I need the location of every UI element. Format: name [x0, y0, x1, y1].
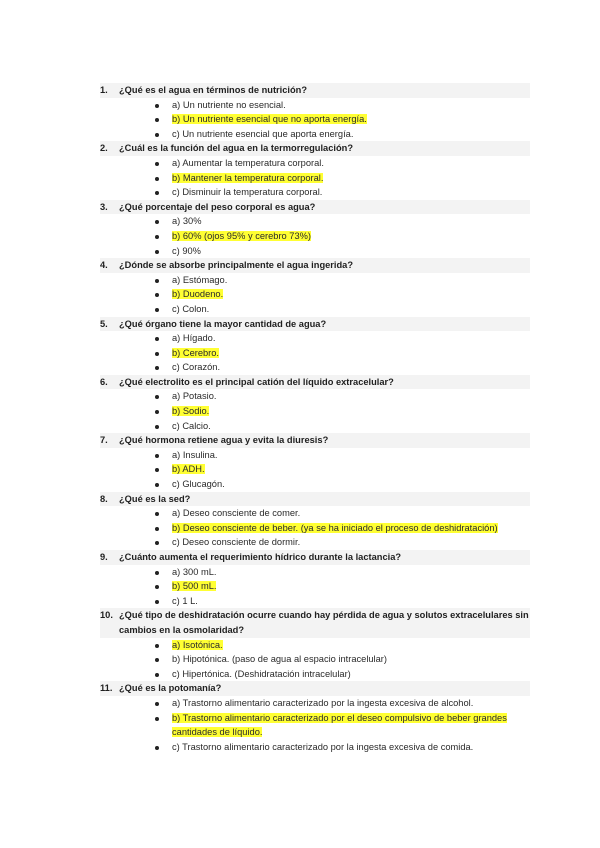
question-number: 11. [100, 683, 113, 694]
correct-answer-option [100, 346, 530, 361]
correct-answer-option [100, 112, 530, 127]
bullet-icon [155, 644, 159, 648]
bullet-icon [155, 177, 159, 181]
correct-answer-option [100, 229, 530, 244]
question-item [100, 608, 530, 681]
highlighted-answer-text: b) ADH. [172, 464, 205, 475]
answer-option [100, 448, 530, 463]
highlighted-answer-text: b) 500 mL. [172, 581, 217, 592]
answer-option [100, 652, 530, 667]
answer-text: c) Un nutriente esencial que aporta energía. [172, 128, 354, 139]
bullet-icon [155, 162, 159, 166]
answer-text: a) Trastorno alimentario caracterizado por la ingesta excesiva de alcohol. [172, 697, 474, 708]
question-item [100, 375, 530, 433]
answer-text: c) 90% [172, 245, 201, 256]
question-heading [100, 550, 530, 565]
question-item [100, 492, 530, 550]
question-number: 2. [100, 143, 108, 154]
answer-option [100, 302, 530, 317]
correct-answer-option [100, 579, 530, 594]
options-list [100, 98, 530, 142]
options-list [100, 389, 530, 433]
answer-option [100, 127, 530, 142]
highlighted-answer-text: b) Cerebro. [172, 347, 220, 358]
answer-text: c) Calcio. [172, 420, 211, 431]
answer-option [100, 667, 530, 682]
correct-answer-option [100, 462, 530, 477]
bullet-icon [155, 527, 159, 531]
question-heading [100, 375, 530, 390]
bullet-icon [155, 571, 159, 575]
answer-text: a) Estómago. [172, 274, 228, 285]
answer-text: a) Un nutriente no esencial. [172, 99, 286, 110]
highlighted-answer-text: b) 60% (ojos 95% y cerebro 73%) [172, 230, 312, 241]
question-number: 10. [100, 610, 113, 621]
question-text: ¿Qué órgano tiene la mayor cantidad de agua? [119, 318, 327, 329]
bullet-icon [155, 279, 159, 283]
question-item [100, 83, 530, 141]
options-list [100, 273, 530, 317]
bullet-icon [155, 585, 159, 589]
question-number: 4. [100, 260, 108, 271]
bullet-icon [155, 483, 159, 487]
answer-option [100, 244, 530, 259]
question-text: ¿Qué porcentaje del peso corporal es agua? [119, 201, 316, 212]
question-number: 7. [100, 435, 108, 446]
answer-option [100, 98, 530, 113]
answer-text: a) Aumentar la temperatura corporal. [172, 157, 324, 168]
question-heading [100, 433, 530, 448]
bullet-icon [155, 410, 159, 414]
bullet-icon [155, 118, 159, 122]
question-item [100, 258, 530, 316]
question-number: 6. [100, 376, 108, 387]
answer-text: c) Hipertónica. (Deshidratación intracelular) [172, 668, 351, 679]
answer-option [100, 360, 530, 375]
bullet-icon [155, 104, 159, 108]
bullet-icon [155, 293, 159, 297]
answer-text: a) 300 mL. [172, 566, 217, 577]
correct-answer-option [100, 711, 530, 740]
question-text: ¿Qué es la potomanía? [119, 683, 222, 694]
quiz-list [100, 83, 530, 754]
bullet-icon [155, 250, 159, 254]
bullet-icon [155, 425, 159, 429]
question-text: ¿Qué tipo de deshidratación ocurre cuando hay pérdida de agua y solutos extracelulares sin cambios en la osmolaridad? [119, 610, 529, 635]
question-text: ¿Dónde se absorbe principalmente el agua ingerida? [119, 260, 354, 271]
question-heading [100, 83, 530, 98]
question-item [100, 550, 530, 608]
question-item [100, 317, 530, 375]
answer-text: a) 30% [172, 216, 202, 227]
bullet-icon [155, 235, 159, 239]
answer-option [100, 477, 530, 492]
correct-answer-option [100, 638, 530, 653]
question-number: 9. [100, 552, 108, 562]
answer-option [100, 389, 530, 404]
question-number: 3. [100, 201, 108, 212]
question-item [100, 681, 530, 754]
options-list [100, 506, 530, 550]
answer-text: a) Insulina. [172, 449, 218, 460]
options-list [100, 156, 530, 200]
answer-text: b) Hipotónica. (paso de agua al espacio intracelular) [172, 654, 387, 665]
answer-option [100, 565, 530, 580]
bullet-icon [155, 308, 159, 312]
highlighted-answer-text: b) Trastorno alimentario caracterizado por el deseo compulsivo de beber grandes cantidades de líquido. [172, 712, 507, 738]
answer-text: a) Hígado. [172, 333, 216, 344]
options-list [100, 448, 530, 492]
bullet-icon [155, 746, 159, 750]
answer-option [100, 185, 530, 200]
bullet-icon [155, 454, 159, 458]
answer-option [100, 214, 530, 229]
answer-option [100, 696, 530, 711]
answer-text: c) Glucagón. [172, 479, 225, 490]
answer-text: c) Trastorno alimentario caracterizado por la ingesta excesiva de comida. [172, 741, 474, 752]
answer-option [100, 331, 530, 346]
highlighted-answer-text: b) Un nutriente esencial que no aporta energía. [172, 114, 367, 125]
answer-text: a) Deseo consciente de comer. [172, 508, 301, 519]
bullet-icon [155, 220, 159, 224]
answer-option [100, 156, 530, 171]
bullet-icon [155, 395, 159, 399]
options-list [100, 214, 530, 258]
correct-answer-option [100, 287, 530, 302]
bullet-icon [155, 191, 159, 195]
options-list [100, 565, 530, 609]
bullet-icon [155, 133, 159, 137]
bullet-icon [155, 541, 159, 545]
highlighted-answer-text: a) Isotónica. [172, 639, 223, 650]
bullet-icon [155, 717, 159, 721]
answer-option [100, 740, 530, 755]
question-number: 1. [100, 85, 108, 95]
answer-text: c) 1 L. [172, 595, 198, 606]
answer-text: c) Colon. [172, 303, 210, 314]
answer-option [100, 535, 530, 550]
question-heading [100, 200, 530, 215]
bullet-icon [155, 352, 159, 356]
bullet-icon [155, 468, 159, 472]
question-item [100, 433, 530, 491]
bullet-icon [155, 512, 159, 516]
question-text: ¿Qué hormona retiene agua y evita la diuresis? [119, 435, 329, 446]
correct-answer-option [100, 404, 530, 419]
question-heading [100, 258, 530, 273]
question-text: ¿Cuál es la función del agua en la termorregulación? [119, 143, 354, 154]
question-heading [100, 681, 530, 696]
highlighted-answer-text: b) Deseo consciente de beber. (ya se ha iniciado el proceso de deshidratación) [172, 522, 498, 533]
answer-option [100, 419, 530, 434]
answer-text: c) Disminuir la temperatura corporal. [172, 187, 323, 198]
question-heading [100, 492, 530, 507]
bullet-icon [155, 337, 159, 341]
bullet-icon [155, 658, 159, 662]
options-list [100, 331, 530, 375]
bullet-icon [155, 673, 159, 677]
question-text: ¿Qué electrolito es el principal catión del líquido extracelular? [119, 376, 394, 387]
answer-text: a) Potasio. [172, 391, 217, 402]
bullet-icon [155, 702, 159, 706]
bullet-icon [155, 600, 159, 604]
question-text: ¿Cuánto aumenta el requerimiento hídrico durante la lactancia? [119, 552, 402, 562]
answer-option [100, 594, 530, 609]
question-item [100, 141, 530, 199]
question-heading [100, 141, 530, 156]
highlighted-answer-text: b) Sodio. [172, 406, 210, 417]
bullet-icon [155, 366, 159, 370]
correct-answer-option [100, 521, 530, 536]
answer-text: c) Corazón. [172, 362, 221, 373]
correct-answer-option [100, 171, 530, 186]
question-text: ¿Qué es el agua en términos de nutrición? [119, 85, 308, 95]
options-list [100, 638, 530, 682]
highlighted-answer-text: b) Mantener la temperatura corporal. [172, 172, 324, 183]
question-item [100, 200, 530, 258]
question-number: 8. [100, 493, 108, 504]
highlighted-answer-text: b) Duodeno. [172, 289, 224, 300]
answer-option [100, 506, 530, 521]
question-text: ¿Qué es la sed? [119, 493, 191, 504]
options-list [100, 696, 530, 754]
question-number: 5. [100, 318, 108, 329]
question-heading [100, 608, 530, 637]
answer-option [100, 273, 530, 288]
question-heading [100, 317, 530, 332]
answer-text: c) Deseo consciente de dormir. [172, 537, 301, 548]
